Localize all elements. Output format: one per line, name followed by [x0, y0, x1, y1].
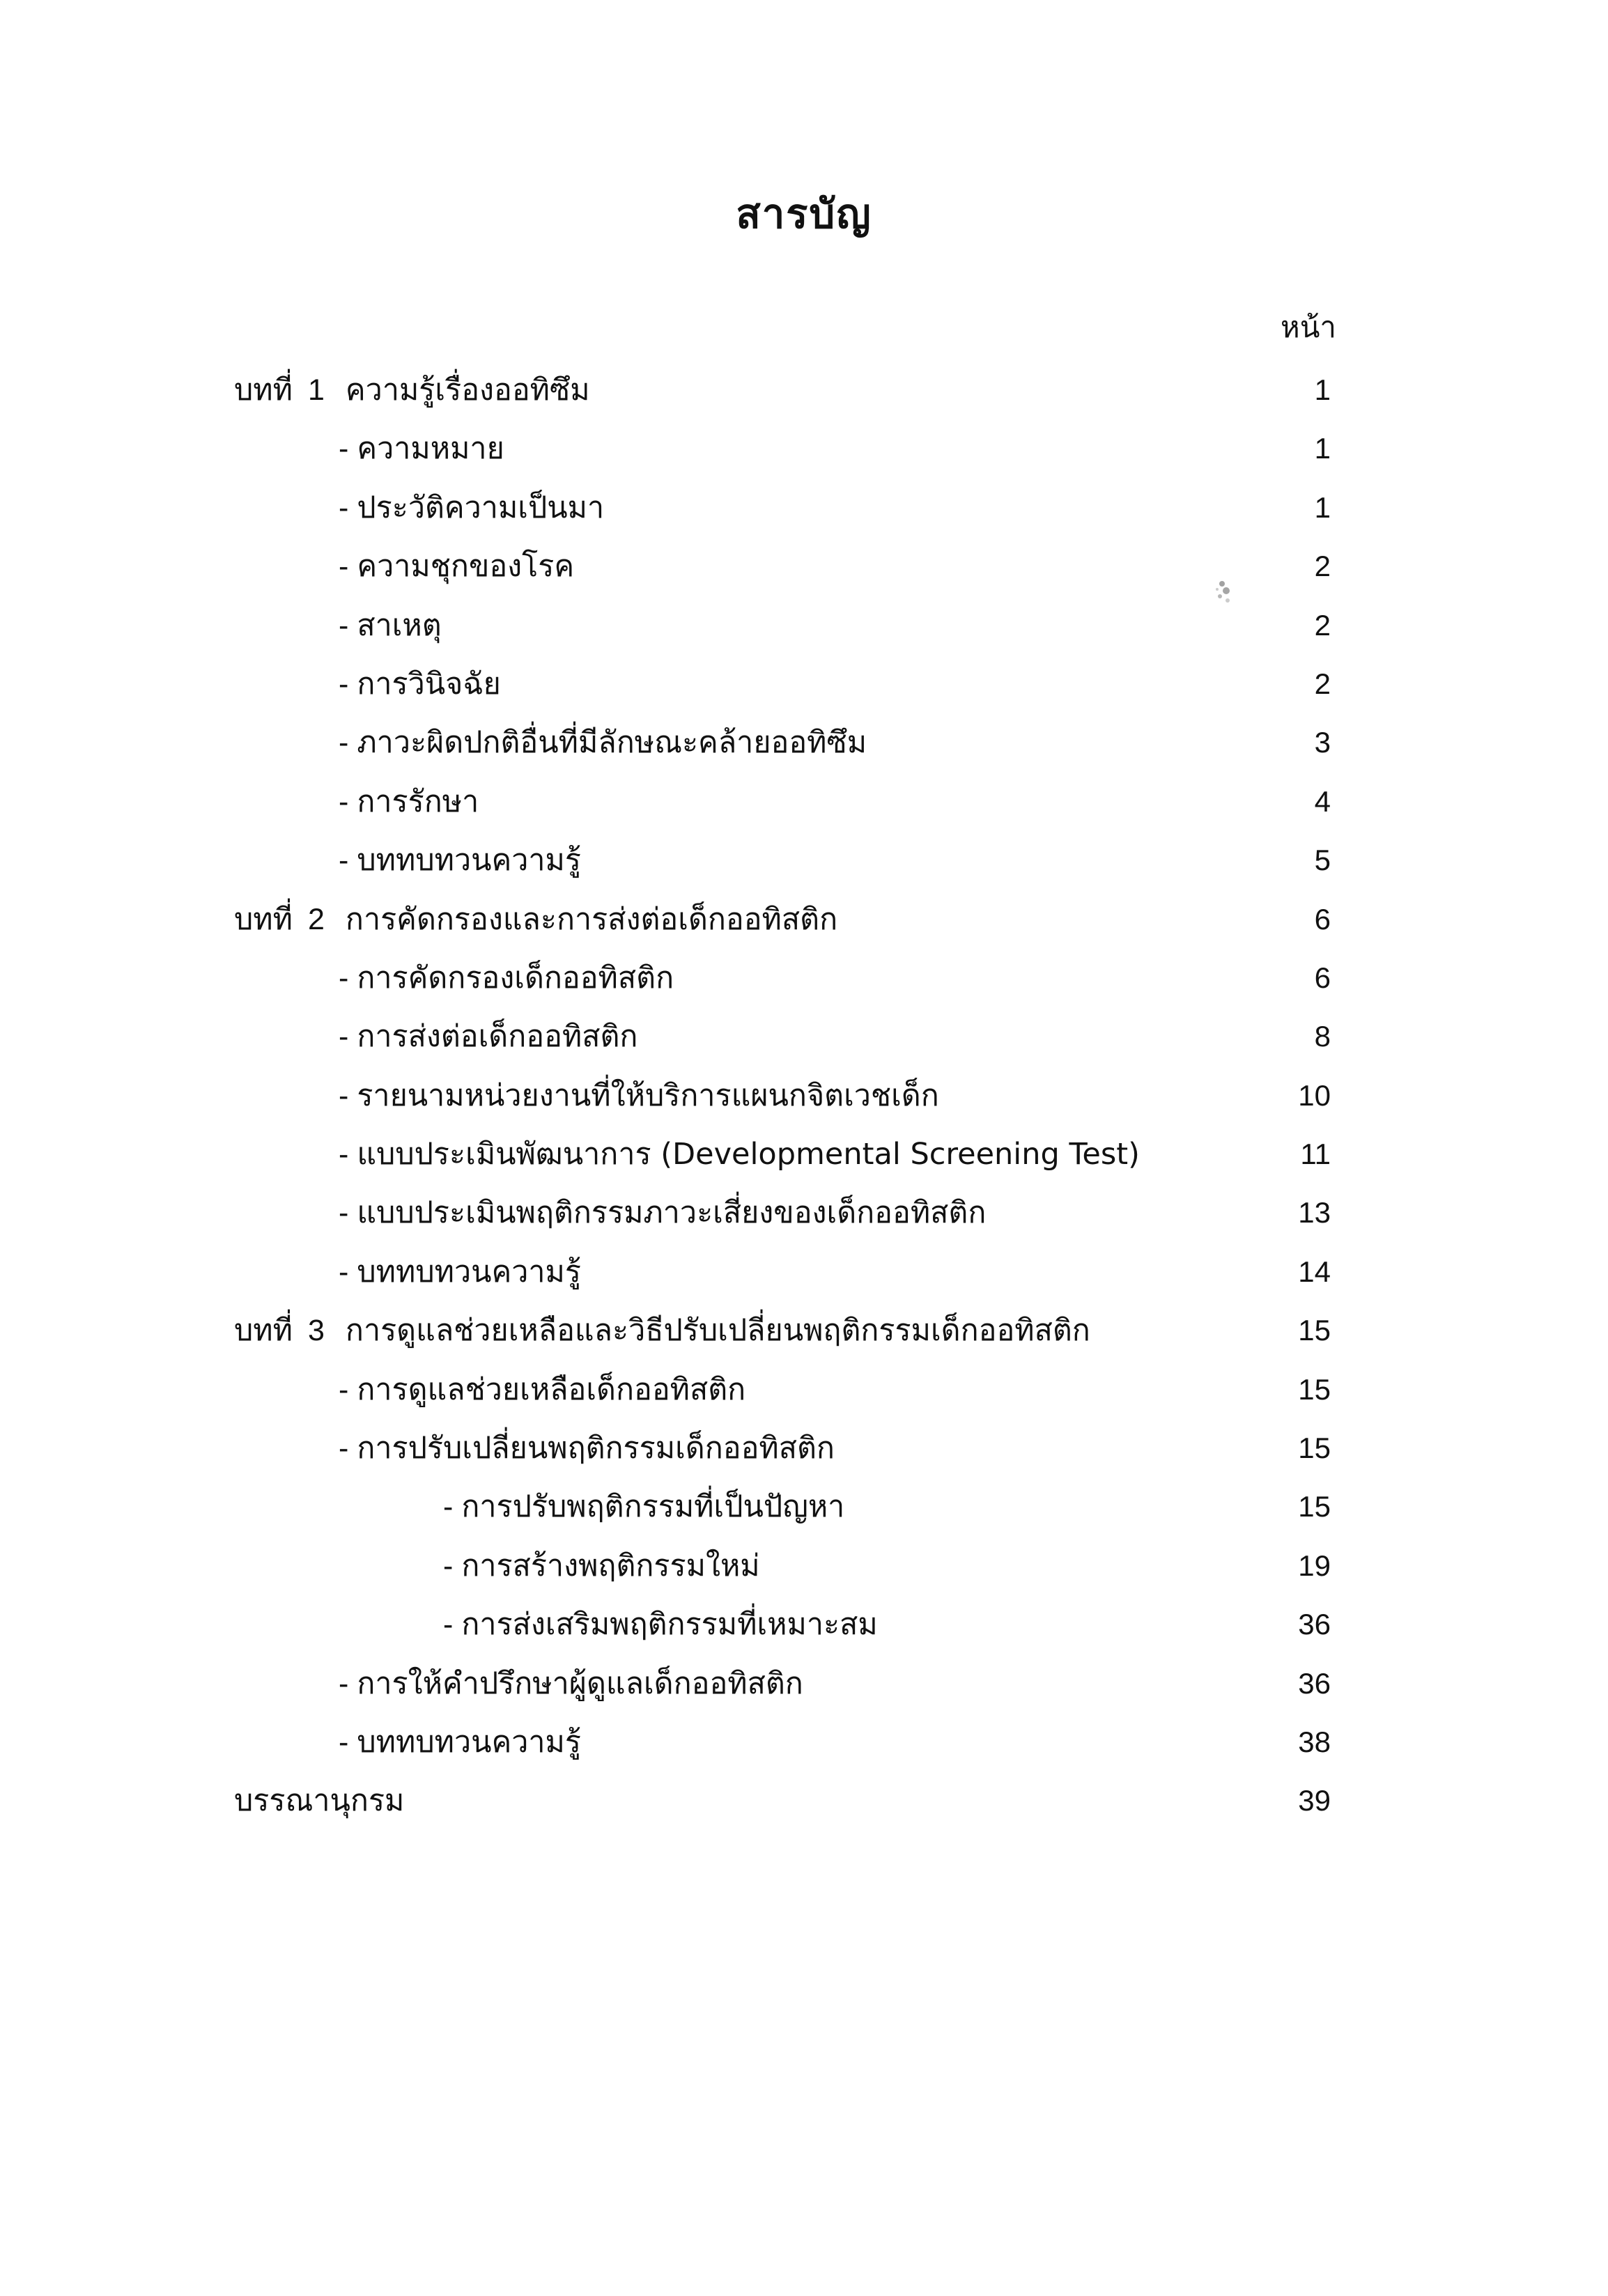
entry-dash: -	[339, 961, 349, 995]
entry-dash: -	[443, 1549, 454, 1583]
entry-text: การส่งต่อเด็กออทิสติก	[357, 1019, 638, 1055]
toc-entry-label	[339, 483, 604, 532]
page-number: 10	[1298, 1078, 1331, 1112]
toc-entry-row	[0, 1188, 1608, 1247]
entry-text: การปรับเปลี่ยนพฤติกรรมเด็กออทิสติก	[357, 1431, 835, 1466]
toc-entry-row	[0, 483, 1608, 542]
entry-dash: -	[339, 1432, 349, 1466]
page-number: 13	[1298, 1196, 1331, 1230]
entry-text: การคัดกรองเด็กออทิสติก	[357, 960, 674, 995]
entry-text: การรักษา	[357, 784, 479, 819]
page-number: 14	[1298, 1255, 1331, 1288]
page-number: 2	[1314, 550, 1331, 583]
page-number: 2	[1314, 608, 1331, 642]
entry-text: การสร้างพฤติกรรมใหม่	[461, 1548, 760, 1583]
page-number: 38	[1298, 1725, 1331, 1758]
entry-text: ประวัติความเป็นมา	[357, 490, 605, 525]
entry-dash: -	[443, 1490, 454, 1524]
toc-entry-label	[339, 1012, 637, 1061]
toc-entry-row	[0, 836, 1608, 894]
entry-text: การปรับพฤติกรรมที่เป็นปัญหา	[461, 1489, 845, 1525]
entry-text: การส่งเสริมพฤติกรรมที่เหมาะสม	[461, 1607, 878, 1643]
toc-entry-row	[0, 954, 1608, 1012]
entry-text: ความชุกของโรค	[357, 549, 575, 584]
toc-entry-label	[234, 895, 837, 944]
toc-chapter-row	[0, 1306, 1608, 1365]
toc-entry-label	[339, 542, 574, 591]
toc-entry-label	[443, 1542, 760, 1590]
toc-entry-row	[0, 1659, 1608, 1718]
toc-entry-label	[234, 1776, 404, 1825]
page-number: 19	[1298, 1549, 1331, 1582]
page-number: 5	[1314, 844, 1331, 877]
toc-entry-label	[339, 1130, 1140, 1179]
entry-dash: -	[339, 608, 349, 642]
page-number: 2	[1314, 667, 1331, 700]
entry-text: ความรู้เรื่องออทิซึม	[345, 373, 590, 408]
toc-entry-label	[339, 1424, 835, 1473]
entry-text: แบบประเมินพัฒนาการ (Developmental Screening Test)	[357, 1137, 1140, 1172]
chapter-number: 2	[307, 902, 325, 936]
toc-entry-row	[0, 1424, 1608, 1482]
page-number: 39	[1298, 1784, 1331, 1817]
toc-entry-row	[0, 424, 1608, 483]
entry-text: แบบประเมินพฤติกรรมภาวะเสี่ยงของเด็กออทิสติก	[357, 1195, 987, 1231]
entry-dash: -	[339, 432, 349, 466]
entry-dash: -	[339, 1078, 349, 1112]
entry-text: การคัดกรองและการส่งต่อเด็กออทิสติก	[345, 901, 838, 937]
toc-entry-label	[339, 1365, 745, 1414]
page-number: 4	[1314, 784, 1331, 818]
entry-dash: -	[339, 1725, 349, 1759]
toc-entry-row	[0, 1365, 1608, 1424]
entry-dash: -	[339, 726, 349, 760]
toc-bibliography-row	[0, 1776, 1608, 1835]
toc-entry-row	[0, 660, 1608, 718]
toc-entry-label	[339, 1071, 939, 1120]
page-number: 8	[1314, 1020, 1331, 1053]
entry-text: ความหมาย	[357, 431, 504, 467]
toc-entry-label	[339, 1718, 581, 1767]
entry-dash: -	[339, 1196, 349, 1230]
toc-chapter-row	[0, 895, 1608, 954]
entry-dash: -	[339, 1372, 349, 1406]
toc-entry-label	[339, 777, 479, 826]
toc-entry-row	[0, 1248, 1608, 1306]
page-number: 36	[1298, 1608, 1331, 1641]
toc-entry-label	[339, 1659, 803, 1708]
toc-entry-label	[339, 424, 504, 473]
page-number: 15	[1298, 1432, 1331, 1465]
page-number: 6	[1314, 961, 1331, 994]
page-number: 15	[1298, 1372, 1331, 1406]
page-number: 15	[1298, 1490, 1331, 1523]
page-column-header: หน้า	[1281, 310, 1336, 344]
table-of-contents	[0, 366, 1608, 1836]
page-number: 36	[1298, 1666, 1331, 1700]
entry-dash: -	[339, 1138, 349, 1172]
toc-entry-label	[339, 954, 674, 1002]
scan-speck-mark	[1214, 577, 1235, 607]
entry-dash: -	[339, 550, 349, 584]
entry-dash: -	[339, 490, 349, 525]
entry-text: บรรณานุกรม	[234, 1783, 405, 1819]
toc-entry-row	[0, 1482, 1608, 1541]
toc-entry-row	[0, 1071, 1608, 1130]
toc-entry-row	[0, 1718, 1608, 1776]
entry-dash: -	[339, 1255, 349, 1289]
page-number: 1	[1314, 490, 1331, 524]
entry-dash: -	[339, 1666, 349, 1700]
toc-entry-row	[0, 1130, 1608, 1188]
chapter-number: 1	[307, 373, 325, 407]
entry-text: รายนามหน่วยงานที่ให้บริการแผนกจิตเวชเด็ก	[357, 1078, 939, 1113]
entry-text: บททบทวนความรู้	[357, 1724, 581, 1760]
chapter-prefix: บทที่	[234, 373, 293, 408]
entry-text: สาเหตุ	[357, 607, 442, 643]
toc-entry-label	[339, 1188, 986, 1237]
toc-entry-label	[339, 601, 442, 650]
toc-entry-row	[0, 777, 1608, 836]
toc-entry-row	[0, 1012, 1608, 1071]
toc-entry-label	[339, 660, 501, 708]
entry-dash: -	[339, 1020, 349, 1054]
page-number: 6	[1314, 902, 1331, 936]
toc-entry-row	[0, 542, 1608, 600]
entry-text: ภาวะผิดปกติอื่นที่มีลักษณะคล้ายออทิซึม	[357, 725, 867, 761]
chapter-number: 3	[307, 1314, 325, 1348]
toc-entry-row	[0, 1542, 1608, 1600]
page-number: 1	[1314, 373, 1331, 406]
entry-dash: -	[339, 784, 349, 819]
toc-entry-label	[443, 1482, 844, 1531]
page-number: 15	[1298, 1314, 1331, 1347]
page-number: 3	[1314, 726, 1331, 759]
toc-entry-label	[339, 718, 867, 767]
entry-dash: -	[339, 844, 349, 878]
toc-entry-row	[0, 718, 1608, 777]
toc-entry-label	[443, 1600, 878, 1649]
toc-entry-label	[234, 1306, 1090, 1355]
toc-entry-row	[0, 601, 1608, 660]
page-number: 11	[1300, 1138, 1331, 1171]
chapter-prefix: บทที่	[234, 1313, 293, 1349]
entry-text: การให้คำปรึกษาผู้ดูแลเด็กออทิสติก	[357, 1666, 803, 1701]
toc-chapter-row	[0, 366, 1608, 424]
entry-dash: -	[339, 667, 349, 701]
page-number: 1	[1314, 432, 1331, 465]
entry-text: บททบทวนความรู้	[357, 1254, 581, 1289]
toc-entry-label	[234, 366, 590, 414]
toc-entry-row	[0, 1600, 1608, 1659]
chapter-prefix: บทที่	[234, 901, 293, 937]
entry-text: บททบทวนความรู้	[357, 843, 581, 878]
toc-entry-label	[339, 1248, 581, 1296]
entry-text: การดูแลช่วยเหลือเด็กออทิสติก	[357, 1372, 746, 1407]
entry-text: การดูแลช่วยเหลือและวิธีปรับเปลี่ยนพฤติกรรมเด็กออทิสติก	[345, 1313, 1090, 1349]
page-title: สารบัญ	[736, 190, 872, 238]
entry-dash: -	[443, 1608, 454, 1642]
toc-entry-label	[339, 836, 581, 885]
entry-text: การวินิจฉัย	[357, 666, 501, 701]
